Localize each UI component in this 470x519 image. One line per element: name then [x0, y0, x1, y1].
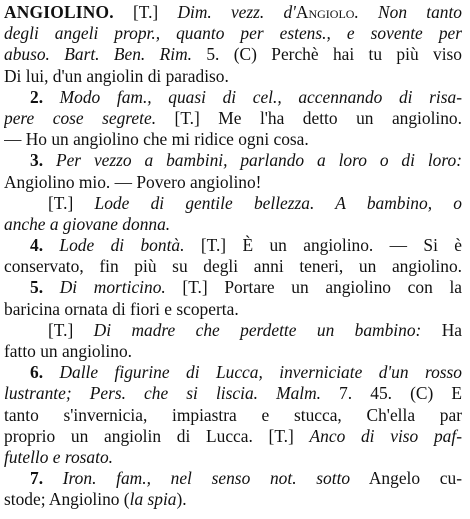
- entry-line: [4, 23, 462, 44]
- text-run: [T.]: [48, 319, 94, 340]
- italic-text: abuso. Bart. Ben. Rim.: [4, 44, 192, 65]
- entry-line: [4, 256, 462, 277]
- italic-text: pere cose segrete.: [4, 107, 157, 128]
- text-run: 7. 45. (C) E: [321, 383, 462, 404]
- italic-text: la spia: [129, 489, 177, 510]
- entry-line: [4, 426, 462, 447]
- sense-number: 5.: [30, 277, 44, 298]
- text-run: ).: [176, 489, 187, 510]
- italic-text: . Non tanto: [354, 2, 462, 22]
- italic-text: Lode di gentile bellezza. A bambino, o: [94, 192, 462, 213]
- entry-line: [4, 129, 462, 150]
- text-run: Angiolino mio. — Povero angiolino!: [4, 171, 262, 192]
- italic-text: Anco di viso paf-: [309, 425, 462, 446]
- italic-text: Lode di bontà.: [43, 235, 185, 256]
- text-run: stode; Angiolino (: [4, 489, 130, 510]
- entry-line: [4, 341, 462, 362]
- entry-line: [4, 193, 462, 214]
- entry-line: [4, 44, 462, 65]
- entry-line: [4, 2, 462, 23]
- sense-number: 2.: [30, 86, 44, 107]
- entry-line: [4, 172, 462, 193]
- entry-line: [4, 214, 462, 235]
- sense-number: 7.: [30, 468, 44, 489]
- text-run: [T.] Portare un angiolino con la: [165, 277, 462, 298]
- text-run: tanto s'invernicia, impiastra e stucca, Ch'ella par: [4, 404, 462, 425]
- entry-line: [4, 87, 462, 108]
- entry-line: [4, 235, 462, 256]
- entry-line: [4, 447, 462, 468]
- entry-line: [4, 108, 462, 129]
- text-run: Ha: [421, 319, 462, 340]
- text-run: [T.]: [113, 2, 178, 22]
- entry-line: [4, 405, 462, 426]
- text-run: — Ho un angiolino che mi ridice ogni cosa.: [4, 129, 309, 150]
- dictionary-entry: [4, 2, 462, 511]
- entry-line: [4, 468, 462, 489]
- italic-text: anche a giovane donna.: [4, 213, 171, 234]
- italic-text: Di morticino.: [43, 277, 166, 298]
- text-run: [T.] È un angiolino. — Si è: [184, 235, 462, 256]
- italic-text: futello e rosato.: [4, 446, 114, 467]
- sense-number: 4.: [30, 235, 44, 256]
- italic-text: lustrante; Pers. che si liscia. Malm.: [4, 383, 322, 404]
- entry-line: [4, 362, 462, 383]
- italic-text: degli angeli propr., quanto per estens., e sovente per: [4, 23, 462, 44]
- text-run: fatto un angiolino.: [4, 341, 132, 361]
- text-run: [T.] Me l'ha detto un angiolino.: [156, 107, 462, 128]
- entry-line: [4, 383, 462, 404]
- text-run: baricina ornata di fiori e scoperta.: [4, 298, 239, 319]
- italic-text: Iron. fam., nel senso not. sotto: [43, 468, 351, 489]
- text-run: conservato, fin più su degli anni teneri, un angiolino.: [4, 256, 462, 277]
- text-run: proprio un angiolin di Lucca. [T.]: [4, 425, 310, 446]
- headword: ANGIOLINO.: [4, 2, 114, 22]
- sense-number: 6.: [30, 362, 44, 383]
- entry-line: [4, 150, 462, 171]
- text-run: Di lui, d'un angiolin di paradiso.: [4, 65, 229, 86]
- small-caps-text: Angiolo: [295, 2, 355, 22]
- entry-line: [4, 277, 462, 298]
- text-run: 5. (C) Perchè hai tu più viso: [191, 44, 462, 65]
- text-run: [T.]: [48, 192, 95, 213]
- entry-line: [4, 299, 462, 320]
- italic-text: Per vezzo a bambini, parlando a loro o di loro:: [43, 150, 462, 171]
- entry-line: [4, 66, 462, 87]
- italic-text: Dim. vezz. d': [177, 2, 296, 22]
- entry-line: [4, 489, 462, 510]
- sense-number: 3.: [30, 150, 44, 171]
- italic-text: Dalle figurine di Lucca, inverniciate d'un rosso: [43, 362, 462, 383]
- italic-text: Modo fam., quasi di cel., accennando di risa-: [43, 86, 462, 107]
- italic-text: Di madre che perdette un bambino:: [93, 319, 422, 340]
- text-run: Angelo cu-: [350, 468, 462, 489]
- entry-line: [4, 320, 462, 341]
